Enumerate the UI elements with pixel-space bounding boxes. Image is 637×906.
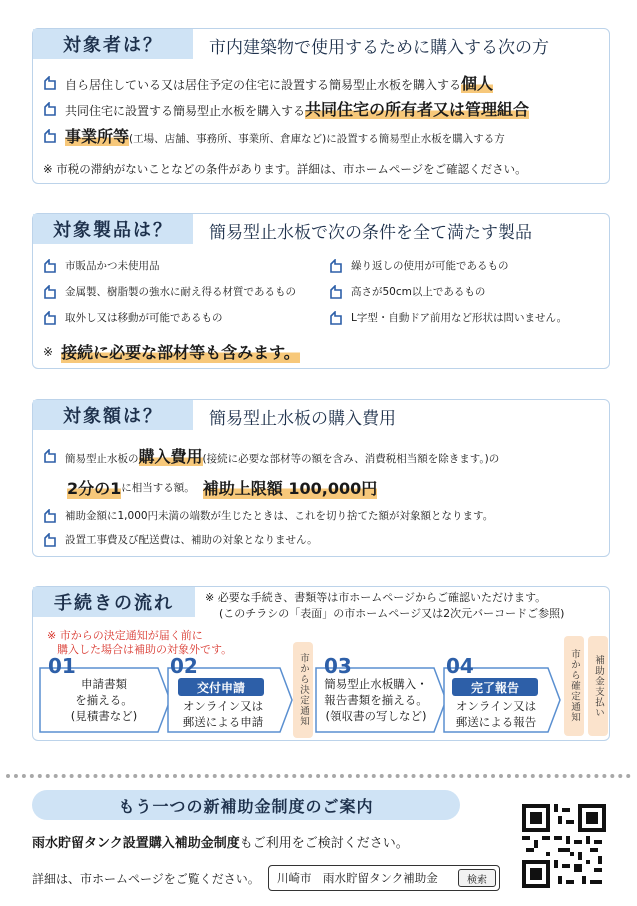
- flow-warning: ※ 市からの決定通知が届く前に: [47, 629, 203, 642]
- step-text: 簡易型止水板購入・ 報告書類を揃える。 (領収書の写しなど): [324, 677, 428, 723]
- search-text: 川崎市 雨水貯留タンク補助金: [277, 871, 438, 885]
- section-note: ※ 市税の滞納がないことなどの条件があります。詳細は、市ホームページをご確認ください。: [43, 162, 527, 176]
- list-item: 市販品かつ未使用品: [43, 258, 160, 273]
- section-heading: 市内建築物で使用するために購入する次の方: [209, 38, 549, 58]
- section-tab: 対象額は？: [33, 400, 193, 430]
- list-item: L字型・自動ドア前用など形状は問いません。: [329, 310, 567, 325]
- dotted-divider: [6, 774, 631, 778]
- decision-notice-label: 市から決定通知: [293, 642, 313, 738]
- list-item: 自ら居住している又は居住予定の住宅に設置する簡易型止水板を購入する個人: [43, 71, 493, 94]
- step-number: 03: [324, 654, 352, 678]
- flow-note: (このチラシの「表面」の市ホームページ又は2次元バーコードご参照): [219, 607, 565, 620]
- section-tab: 手続きの流れ: [33, 587, 195, 617]
- step-text: 申請書類 を揃える。 (見積書など): [70, 677, 138, 723]
- list-item: 簡易型止水板の購入費用(接続に必要な部材等の額を含み、消費税相当額を除きます。)の: [43, 444, 499, 467]
- step-label: 交付申請: [178, 678, 264, 696]
- amount-line: 2分の1 に相当する額。 補助上限額 100,000円: [67, 476, 377, 499]
- step-number: 01: [48, 654, 76, 678]
- confirmation-notice-label: 市から確定通知: [564, 636, 584, 736]
- search-button[interactable]: 検索: [458, 869, 496, 887]
- payment-label: 補助金支払い: [588, 636, 608, 736]
- section-heading: 簡易型止水板の購入費用: [209, 409, 396, 429]
- list-item: 取外し又は移動が可能であるもの: [43, 310, 223, 325]
- list-item: 共同住宅に設置する簡易型止水板を購入する共同住宅の所有者又は管理組合: [43, 97, 529, 120]
- step-text: オンライン又は 郵送による報告: [455, 699, 537, 729]
- footer-line: 雨水貯留タンク設置購入補助金制度もご利用をご検討ください。: [32, 836, 409, 851]
- flow-note: ※ 必要な手続き、書類等は市ホームページからご確認いただけます。: [205, 591, 547, 604]
- section-tab: 対象者は？: [33, 29, 193, 59]
- footer-banner: もう一つの新補助金制度のご案内: [32, 790, 460, 820]
- step-label: 完了報告: [452, 678, 538, 696]
- list-item: 設置工事費及び配送費は、補助の対象となりません。: [43, 532, 318, 547]
- section-note: ※ 接続に必要な部材等も含みます。: [43, 340, 300, 363]
- list-item: 繰り返しの使用が可能であるもの: [329, 258, 509, 273]
- step-number: 04: [446, 654, 474, 678]
- step-text: オンライン又は 郵送による申請: [182, 699, 264, 729]
- section-heading: 簡易型止水板で次の条件を全て満たす製品: [209, 223, 532, 243]
- list-item: 補助金額に1,000円未満の端数が生じたときは、これを切り捨てた額が対象額となります。: [43, 508, 493, 523]
- list-item: 高さが50cm以上であるもの: [329, 284, 485, 299]
- footer-line: 詳細は、市ホームページをご覧ください。: [32, 872, 260, 886]
- list-item: 金属製、樹脂製の強水に耐え得る材質であるもの: [43, 284, 296, 299]
- flow-warning: 購入した場合は補助の対象外です。: [57, 643, 233, 656]
- qr-code: [522, 804, 606, 888]
- step-number: 02: [170, 654, 198, 678]
- section-tab: 対象製品は？: [33, 214, 193, 244]
- list-item: 事業所等(工場、店舗、事務所、事業所、倉庫など)に設置する簡易型止水板を購入する方: [43, 124, 505, 147]
